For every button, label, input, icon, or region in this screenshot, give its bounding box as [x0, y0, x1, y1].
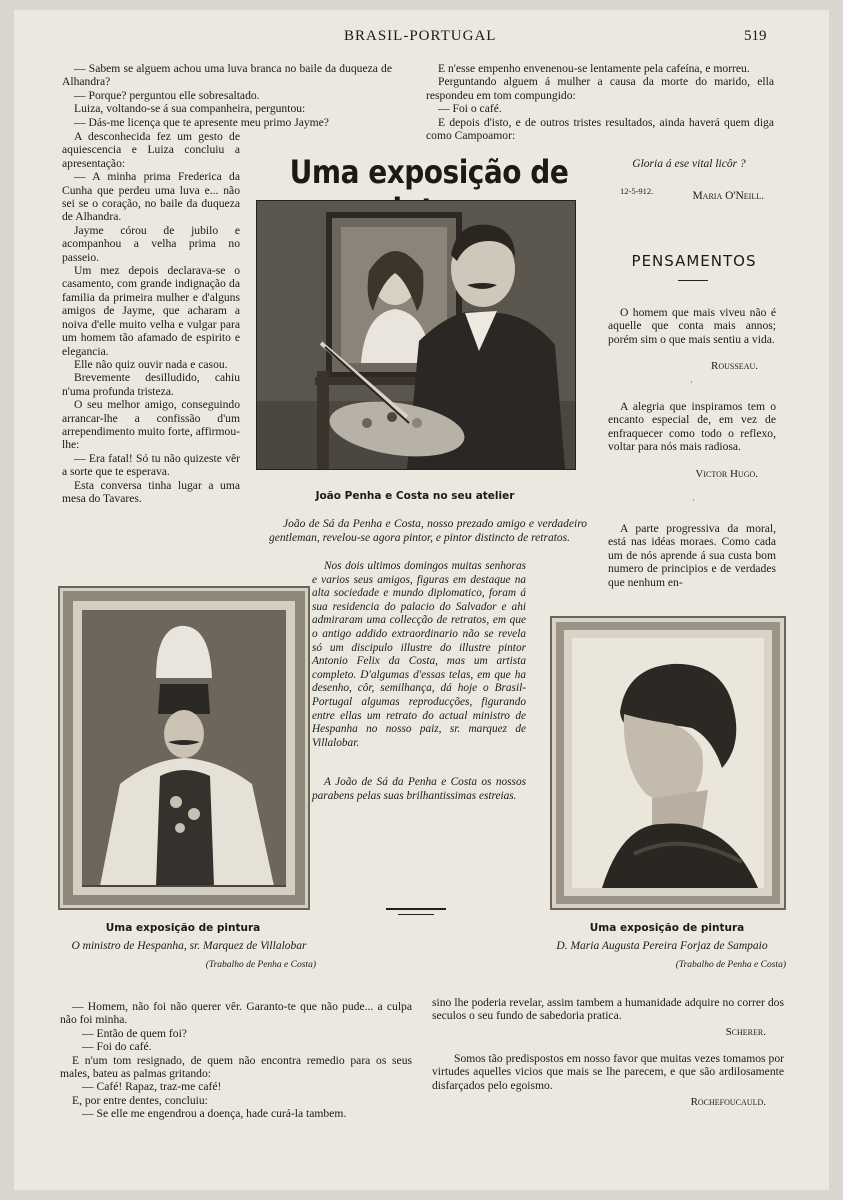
paragraph: — Sabem se alguem achou uma luva branca no baile da duqueza de Alhandra? [62, 62, 392, 89]
paragraph: E n'um tom resignado, de quem não encontra remedio para os seus males, bateu as palmas gritando: [60, 1053, 412, 1081]
paragraph: — Café! Rapaz, traz-me café! [82, 1080, 222, 1094]
article-title: Uma exposição de [289, 153, 569, 191]
divider [678, 280, 708, 281]
bottom-left-caption-title: Uma exposição de pintura [105, 922, 261, 934]
left-column-intro [62, 62, 392, 129]
separator-dot: · [692, 496, 695, 505]
article-closing: A João de Sá da Penha e Costa os nossos parabens pelas suas brilhantissimas estreias. [312, 776, 526, 802]
bottom-right-author: Scherer. [725, 1026, 766, 1038]
thought-text: O homem que mais viveu não é aquelle que conta mais annos; porém sim o que mais sentiu a vida. [608, 306, 776, 346]
pensamentos-heading: PENSAMENTOS [631, 252, 757, 270]
paragraph: Luiza, voltando-se á sua companheira, perguntou: [74, 102, 306, 116]
atelier-photo [256, 200, 576, 470]
article-intro: João de Sá da Penha e Costa, nosso prezado amigo e verdadeiro gentleman, revelou-se agora pintor, e pintor distincto de retratos. [269, 518, 587, 544]
sampaio-portrait-frame [550, 616, 786, 910]
section-divider [398, 914, 434, 915]
top-photo-caption: João Penha e Costa no seu atelier [315, 490, 515, 502]
thought-text: A parte progressiva da moral, está nas idéas moraes. Como cada um de nós aprende á sua custa bom numero de principios e de verdades que nenhum en- [608, 522, 776, 589]
paragraph: E n'esse empenho envenenou-se lentamente pela cafeína, e morreu. [438, 62, 750, 75]
paragraph: Um mez depois declarava-se o casamento, com grande indignação da familia da primeira mulher e d'alguns amigos de Jayme, que acharam a noiva d'elle muito velha e vulgar para um homem tão afamado de espirito e elegancia. [62, 264, 240, 358]
paragraph: Elle não quiz ouvir nada e casou. [74, 357, 228, 371]
paragraph: Brevemente desilludido, cahiu n'uma profunda tristeza. [62, 371, 240, 398]
running-title: BRASIL-PORTUGAL [344, 28, 497, 44]
bottom-right-paragraph: sino lhe poderia revelar, assim tambem a humanidade adquire no correr dos seculos o seu fundo de sabedoria pratica. [432, 996, 784, 1023]
bottom-right-author: Rochefoucauld. [690, 1096, 766, 1108]
bottom-left-caption-sub: O ministro de Hespanha, sr. Marquez de Villalobar [71, 940, 307, 952]
painter-portrait-image [257, 201, 575, 469]
paragraph: Jayme córou de jubilo e acompanhou a velha prima no passeio. [62, 223, 240, 264]
separator-dot: · [690, 378, 693, 387]
paragraph: Perguntando alguem á mulher a causa da morte do marido, ella respondeu em tom compungido: [426, 75, 774, 102]
author-signature: Maria O'Neill. [692, 190, 764, 202]
magazine-page [14, 10, 829, 1190]
paragraph: — Homem, não foi não querer vêr. Garanto-te que não pude... a culpa não foi minha. [60, 1000, 412, 1027]
paragraph: — Dás-me licença que te apresente meu primo Jayme? [74, 115, 329, 129]
paragraph: — Então de quem foi? [82, 1026, 187, 1040]
paragraph: — A minha prima Frederica da Cunha que perdeu uma luva e... não sei se o coração, no baile da duqueza de Alhandra. [62, 170, 240, 224]
paragraph: — Se elle me engendrou a doença, hade curá-la tambem. [82, 1107, 347, 1121]
villalobar-portrait-image [60, 588, 308, 908]
right-column-intro [426, 62, 774, 142]
article-body: Nos dois ultimos domingos muitas senhoras e varios seus amigos, figuras em destaque na alta sociedade e mundo diplomatico, foram á sua residencia do palacio do Salvador e ahi admiraram uma collecção de retratos, em que o antigo addido extraordinario não se revela só um discipulo illustre do illustre pintor Antonio Felix da Costa, mas um artista completo. D'algumas d'essas telas, em que ha desenho, côr, semilhança, dá hoje o Brasil-Portugal algumas reproducções, figurando entre ellas um retrato do actual ministro de Hespanha no nosso paiz, sr. marquez de Villalobar. [312, 560, 526, 749]
quote-line: Gloria á ese vital licôr ? [632, 158, 746, 170]
paragraph: O seu melhor amigo, conseguindo arrancar-lhe a confissão d'um arrependimento muito forte, affirmou-lhe: [62, 398, 240, 452]
bottom-right-credit: (Trabalho de Penha e Costa) [675, 960, 786, 970]
bottom-left-credit: (Trabalho de Penha e Costa) [205, 960, 316, 970]
thought-author: Rousseau. [711, 360, 758, 372]
dateline: 12-5-912. [620, 186, 654, 196]
paragraph: — Era fatal! Só tu não quizeste vêr a sorte que te esperava. [62, 451, 240, 479]
bottom-left-text [60, 1000, 412, 1121]
thought-author: Victor Hugo. [695, 468, 758, 480]
paragraph: Esta conversa tinha lugar a uma mesa do Tavares. [62, 478, 240, 505]
paragraph: — Foi do café. [82, 1040, 152, 1054]
bottom-right-caption-title: Uma exposição de pintura [589, 922, 745, 934]
sampaio-portrait-image [552, 618, 784, 908]
villalobar-portrait-frame [58, 586, 310, 910]
paragraph: E depois d'isto, e de outros tristes resultados, ainda haverá quem diga como Campoamor: [426, 115, 774, 143]
page-number: 519 [744, 28, 767, 44]
paragraph: A desconhecida fez um gesto de aquiescencia e Luiza concluiu a apresentação: [62, 130, 240, 170]
paragraph: — Foi o café. [438, 102, 502, 116]
bottom-right-caption-sub: D. Maria Augusta Pereira Forjaz de Sampaio [556, 940, 768, 952]
bottom-right-paragraph: Somos tão predispostos em nosso favor que muitas vezes tomamos por virtudes aquelles vicios que mais se lhe parecem, e que são ardilosamente disfarçados pelo egoismo. [432, 1052, 784, 1092]
paragraph: — Porque? perguntou elle sobresaltado. [74, 88, 260, 102]
left-column-narrow [62, 130, 240, 505]
section-divider [386, 908, 446, 910]
paragraph: E, por entre dentes, concluiu: [72, 1093, 208, 1107]
thought-text: A alegria que inspiramos tem o encanto especial de, em vez de enfraquecer como todo o reflexo, voltar para nós mais radiosa. [608, 400, 776, 454]
